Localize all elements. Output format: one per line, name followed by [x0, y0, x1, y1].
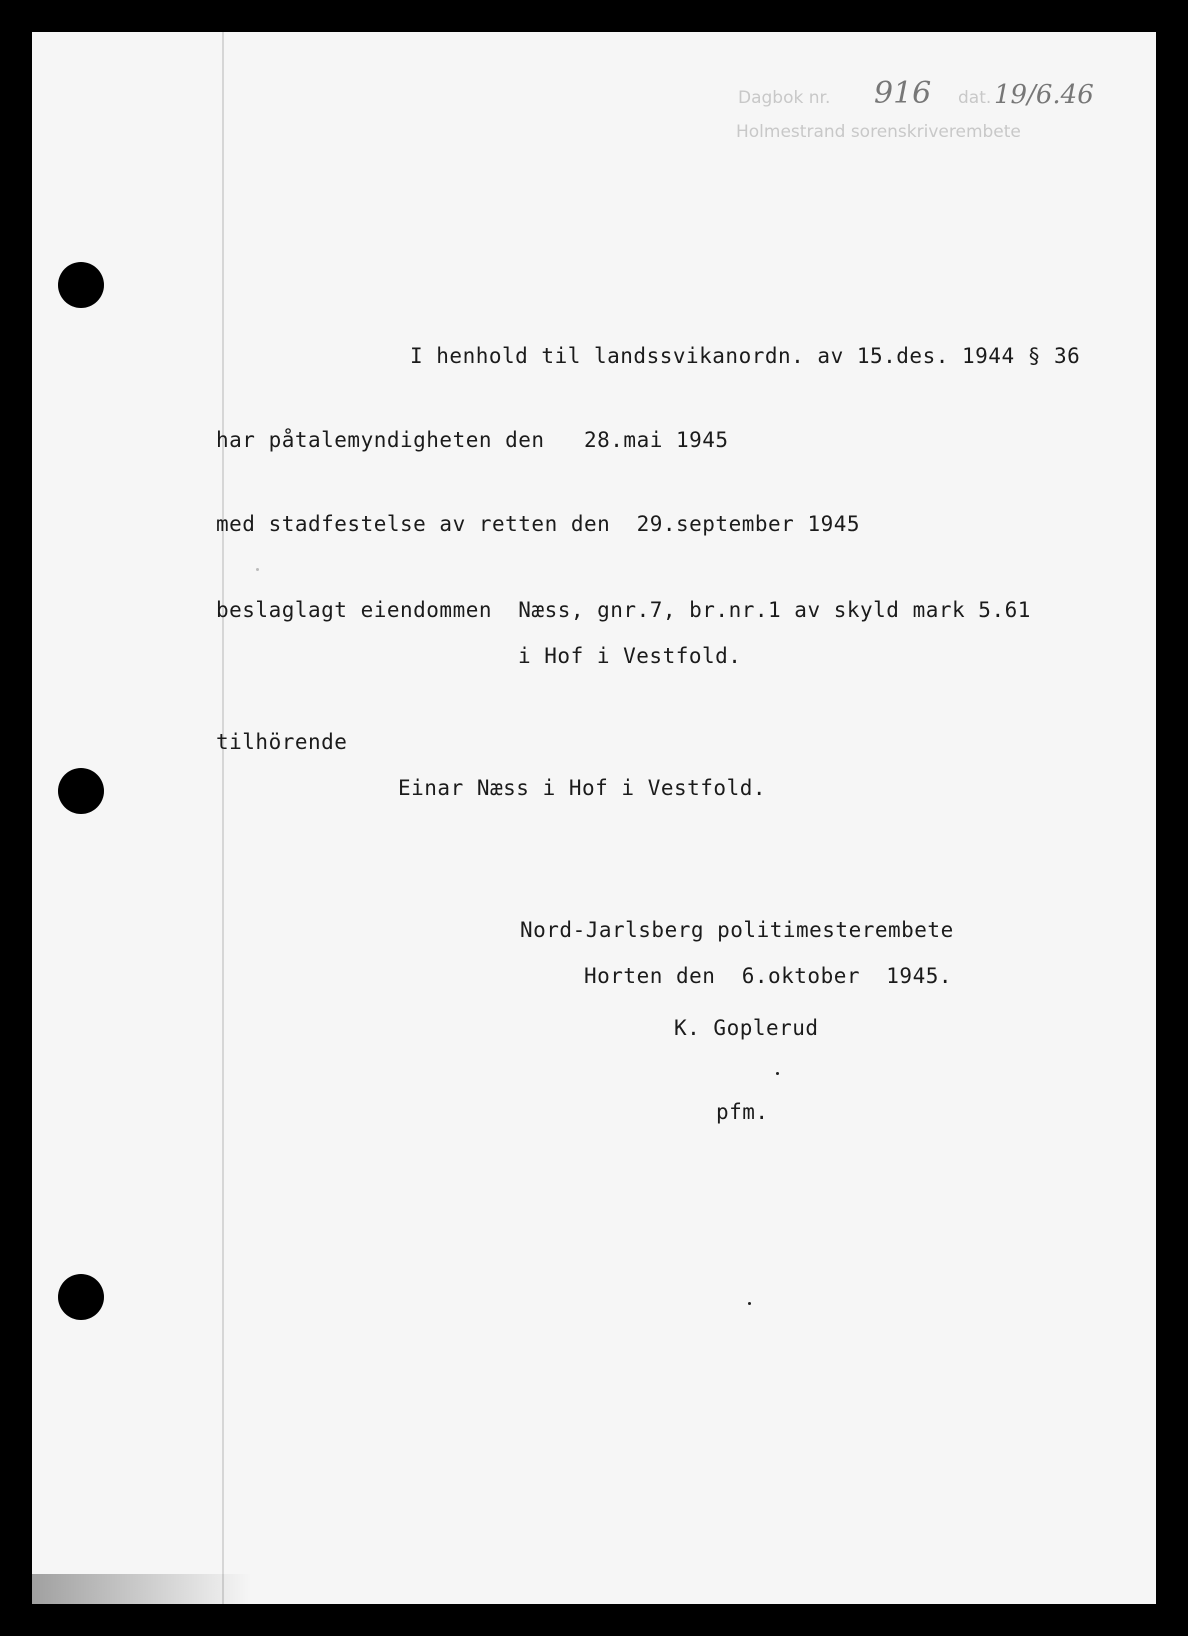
signature-place-date: Horten den 6.oktober 1945. — [584, 964, 953, 988]
stamp-date-value: 19/6.46 — [994, 80, 1094, 110]
signature-title: pfm. — [716, 1100, 769, 1124]
signature-name: K. Goplerud — [674, 1016, 819, 1040]
stamp-dagbok-label: Dagbok nr. — [738, 88, 831, 108]
stamp-office: Holmestrand sorenskriverembete — [736, 122, 1021, 142]
ink-speck — [748, 1302, 751, 1305]
document-page — [32, 32, 1156, 1604]
ink-speck — [256, 568, 259, 571]
text-line-5: i Hof i Vestfold. — [518, 644, 742, 668]
text-line-6: tilhörende — [216, 730, 348, 754]
punch-hole-top — [58, 262, 104, 308]
scan-edge-shadow — [32, 1574, 252, 1604]
stamp-date-label: dat. — [958, 88, 992, 108]
text-line-4: beslaglagt eiendommen Næss, gnr.7, br.nr.1 av skyld mark 5.61 — [216, 598, 1031, 622]
text-line-2: har påtalemyndigheten den 28.mai 1945 — [216, 428, 729, 452]
stamp-dagbok-number: 916 — [874, 76, 932, 111]
text-line-3: med stadfestelse av retten den 29.september 1945 — [216, 512, 861, 536]
text-line-7: Einar Næss i Hof i Vestfold. — [398, 776, 767, 800]
punch-hole-middle — [58, 768, 104, 814]
margin-rule — [222, 32, 224, 1604]
ink-speck — [776, 1072, 779, 1075]
punch-hole-bottom — [58, 1274, 104, 1320]
text-line-1: I henhold til landssvikanordn. av 15.des. 1944 § 36 — [410, 344, 1081, 368]
signature-office: Nord-Jarlsberg politimesterembete — [520, 918, 954, 942]
